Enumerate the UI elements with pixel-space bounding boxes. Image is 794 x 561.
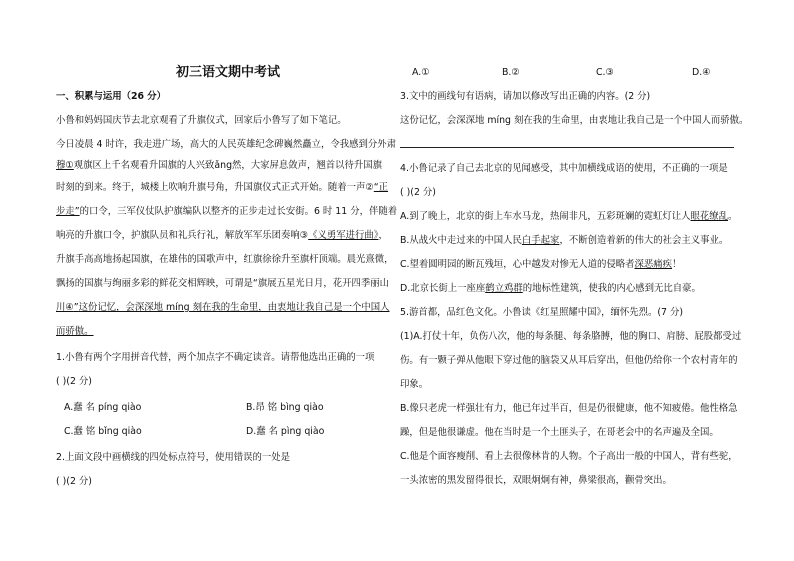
marked-punctuation-2: “正	[373, 182, 389, 193]
option-text: ，不断创造着新的伟大的社会主义事业。	[559, 235, 729, 246]
question-1-option-b[interactable]: B.昂 铭 bìng qiào	[246, 402, 324, 413]
question-4-option-b[interactable]	[400, 235, 728, 247]
underlined-sentence: 这份记忆，会深深地 míng 刻在我的生命里，由衷地让我自己是一个中国人	[78, 302, 390, 313]
idiom: 白手起家	[521, 235, 560, 246]
passage-line-9	[56, 326, 94, 338]
option-text: ！	[672, 259, 682, 270]
question-5-text-1: (1)A.打仗十年，负伤八次，他的每条腿、每条胳膊，他的胸口、肩膀、屁股都受过	[400, 331, 742, 342]
passage-text: ”	[73, 302, 79, 313]
option-text: 的地标性建筑，使我的内心感到无比自豪。	[522, 283, 701, 294]
question-4-option-c[interactable]	[400, 259, 681, 271]
question-2-option-b[interactable]: B.②	[502, 67, 520, 78]
question-4-option-a[interactable]	[400, 211, 737, 223]
idiom: 眼花缭乱	[690, 211, 728, 222]
idiom: 深恶痛疾	[634, 259, 673, 270]
passage-text: 观旗区上千名观看升国旗的人兴致ǎng然，大家屏息敛声，翘首以待升国旗	[73, 160, 383, 171]
marked-punctuation-4: 川④	[56, 302, 74, 313]
question-5-text-6: C.他是个面容瘦削、看上去很像林肯的人物。个子高出一般的中国人，背有些驼，	[400, 451, 738, 462]
question-3-sentence: 这份记忆，会深深地 míng 刻在我的生命里，由衷地让我自己是一个中国人而骄傲。	[400, 115, 749, 126]
question-2-stem: 2.上面文段中画横线的四处标点符号，使用错误的一处是	[56, 452, 290, 463]
answer-line[interactable]	[400, 147, 734, 148]
question-5-stem: 5.游首都，品红色文化。小鲁读《红星照耀中国》，缅怀先烈。(7 分)	[400, 307, 684, 318]
question-5-text-2: 伤。有一颗子弹从他眼下穿过他的脑袋又从耳后穿出，但他仍给你一个农村青年的	[400, 355, 738, 366]
question-5-text-5: 躁，但是他很谦虚。他在当时是一个土匪头子，在哥老会中的名声遍及全国。	[400, 427, 719, 438]
question-4-stem: 4.小鲁记录了自己去北京的见闻感受，其中加横线成语的使用，不正确的一项是	[400, 163, 728, 174]
passage-line-8	[56, 302, 389, 314]
option-text: 。	[728, 211, 738, 222]
marked-punctuation-3: 《义勇军进行曲》	[308, 230, 379, 241]
marked-quote: 步走”	[56, 206, 80, 217]
passage-line-2	[56, 160, 382, 172]
question-4-score: ( )(2 分)	[400, 187, 436, 198]
question-5-text-4: B.像只老虎一样强壮有力，他已年过半百，但是仍很健康，他不知疲倦。他性格急	[400, 403, 738, 414]
passage-text: 时刻的到来。终于，城楼上吹响升旗号角，升国旗仪式正式开始。随着一声②	[56, 182, 374, 193]
question-4-option-d[interactable]	[400, 283, 701, 295]
question-1-option-c[interactable]: C.蠢 铭 bǐng qiào	[64, 426, 142, 437]
passage-line-1: 今日凌晨 4 时许，我走进广场，高大的人民英雄纪念碑巍然矗立，令我感到分外肃	[56, 139, 397, 150]
intro-text: 小鲁和妈妈国庆节去北京观看了升旗仪式，回家后小鲁写了如下笔记。	[56, 115, 347, 126]
question-5-text-3: 印象。	[400, 379, 429, 390]
passage-line-3	[56, 182, 388, 194]
question-1-option-d[interactable]: D.蠢 名 pìng qiào	[246, 426, 325, 437]
question-2-option-c[interactable]: C.③	[596, 67, 614, 78]
question-1-score: ( )(2 分)	[56, 376, 92, 387]
passage-text: ，	[378, 230, 388, 241]
question-1-option-a[interactable]: A.蠢 名 píng qiào	[64, 402, 142, 413]
page-title: 初三语文期中考试	[176, 65, 281, 80]
marked-punctuation-1: 穆①	[56, 160, 74, 171]
question-3-stem: 3.文中的画线句有语病，请加以修改写出正确的内容。(2 分)	[400, 91, 651, 102]
question-1-stem: 1.小鲁有两个字用拼音代替，两个加点字不确定读音。请帮他选出正确的一项	[56, 352, 375, 363]
passage-line-6: 升旗手高高地扬起国旗，在雄伟的国歌声中，红旗徐徐升至旗杆顶端。晨光熹微，	[56, 254, 394, 265]
underlined-sentence-end: 而骄傲。	[56, 326, 94, 337]
option-text: A.到了晚上，北京的街上车水马龙，热闹非凡，五彩斑斓的霓虹灯让人	[400, 211, 691, 222]
passage-text: 响亮的升旗口令，护旗队员和礼兵行礼，解放军军乐团奏响③	[56, 230, 309, 241]
passage-text: 的口令，三军仪仗队护旗编队以整齐的正步走过长安街。6 时 11 分，伴随着	[79, 206, 398, 217]
passage-line-7: 飘扬的国旗与绚丽多彩的鲜花交相辉映，可谓是“旗展五星光日月，花开四季丽山	[56, 278, 389, 289]
passage-line-5	[56, 230, 388, 242]
idiom: 鹤立鸡群	[485, 283, 523, 294]
question-5-text-7: 一头浓密的黑发留得很长，双眼炯炯有神，鼻梁很高，颧骨突出。	[400, 475, 672, 486]
question-2-option-a[interactable]: A.①	[412, 67, 430, 78]
option-text: D.北京长街上一座座	[400, 283, 486, 294]
question-2-score: ( )(2 分)	[56, 476, 92, 487]
option-text: B.从战火中走过来的中国人民	[400, 235, 522, 246]
passage-line-4	[56, 206, 397, 218]
option-text: C.望着圆明园的断瓦残垣，心中越发对惨无人道的侵略者	[400, 259, 635, 270]
section-heading: 一、积累与运用（26 分）	[56, 91, 167, 102]
question-2-option-d[interactable]: D.④	[692, 67, 711, 78]
